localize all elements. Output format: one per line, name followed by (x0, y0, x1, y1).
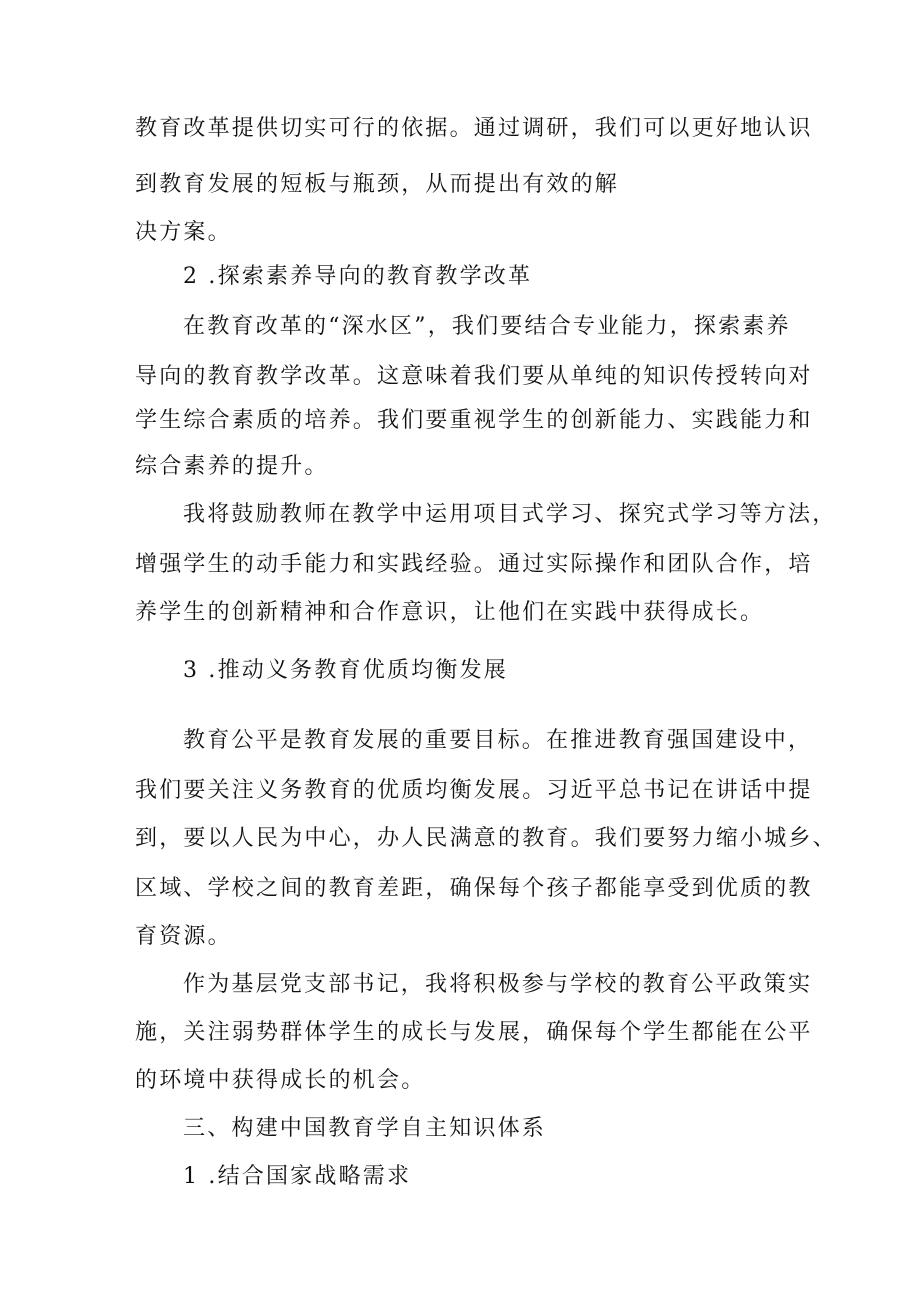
text-line: 到，要以人民为中心，办人民满意的教育。我们要努力缩小城乡、 (135, 826, 837, 851)
text-line: 施，关注弱势群体学生的成长与发展，确保每个学生都能在公平 (135, 1020, 813, 1045)
text-line: 导向的教育教学改革。这意味着我们要从单纯的知识传授转向对 (135, 364, 813, 389)
text-line: 我将鼓励教师在教学中运用项目式学习、探究式学习等方法， (183, 502, 837, 527)
text-line: 教育改革提供切实可行的依据。通过调研，我们可以更好地认识 (135, 116, 813, 141)
text-line: 2 .探索素养导向的教育教学改革 (183, 264, 533, 289)
text-line: 决方案。 (135, 220, 232, 245)
text-line: 养学生的创新精神和合作意识，让他们在实践中获得成长。 (135, 600, 765, 625)
text-line: 在教育改革的“深水区”，我们要结合专业能力，探索素养 (183, 314, 791, 339)
text-line: 3 .推动义务教育优质均衡发展 (183, 658, 508, 683)
text-line: 育资源。 (135, 924, 232, 949)
text-line: 三、构建中国教育学自主知识体系 (183, 1116, 547, 1141)
text-line: 的环境中获得成长的机会。 (135, 1068, 426, 1093)
text-line: 学生综合素质的培养。我们要重视学生的创新能力、实践能力和 (135, 408, 813, 433)
text-line: 作为基层党支部书记，我将积极参与学校的教育公平政策实 (183, 972, 813, 997)
text-line: 增强学生的动手能力和实践经验。通过实际操作和团队合作，培 (135, 552, 813, 577)
text-line: 教育公平是教育发展的重要目标。在推进教育强国建设中， (183, 728, 813, 753)
text-line: 1 .结合国家战略需求 (183, 1164, 412, 1189)
text-line: 综合素养的提升。 (135, 454, 329, 479)
text-line: 到教育发展的短板与瓶颈，从而提出有效的解 (135, 172, 620, 197)
text-line: 区域、学校之间的教育差距，确保每个孩子都能享受到优质的教 (135, 876, 813, 901)
text-line: 我们要关注义务教育的优质均衡发展。习近平总书记在讲话中提 (135, 778, 813, 803)
